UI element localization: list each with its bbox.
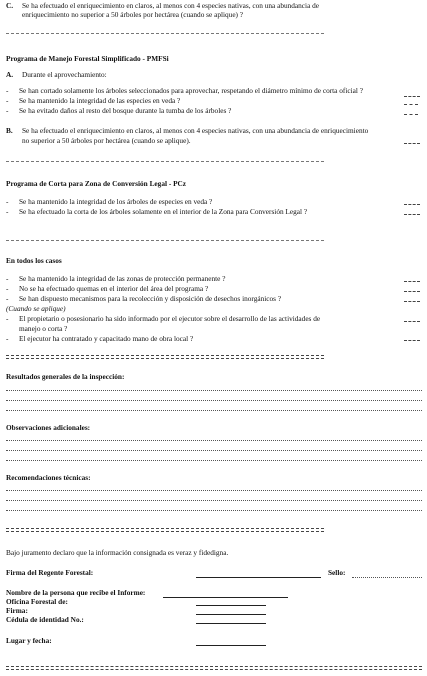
cedula-line[interactable] <box>196 623 266 624</box>
section-a-letter: A. <box>6 70 14 79</box>
sello-line[interactable] <box>352 577 422 578</box>
oficina-line[interactable] <box>196 605 266 606</box>
answer-line[interactable] <box>6 400 422 401</box>
lugar-line[interactable] <box>196 645 266 646</box>
answer-blank[interactable] <box>404 281 420 282</box>
todos-item-1: Se ha mantenido la integridad de las zonas de protección permanente ? <box>19 274 226 283</box>
nombre-label: Nombre de la persona que recibe el Informe: <box>6 588 146 597</box>
todos-title: En todos los casos <box>6 256 62 265</box>
answer-line[interactable] <box>6 500 422 501</box>
pcz-title: Programa de Corta para Zona de Conversión Legal - PCz <box>6 179 187 188</box>
bullet: - <box>6 197 9 206</box>
todos-item-3: Se han dispuesto mecanismos para la recolección y disposición de desechos inorgánicos ? <box>19 294 282 303</box>
bullet: - <box>6 284 9 293</box>
answer-blank[interactable] <box>404 204 420 205</box>
firma-line[interactable] <box>196 614 266 615</box>
oficina-label: Oficina Forestal de: <box>6 597 68 606</box>
lugar-label: Lugar y fecha: <box>6 636 52 645</box>
answer-line[interactable] <box>6 460 422 461</box>
double-divider <box>6 355 324 359</box>
section-b-line-1: Se ha efectuado el enriquecimiento en claros, al menos con 4 especies nativas, con una abundancia de enriquecimiento <box>22 126 369 135</box>
todos-item-2: No se ha efectuado quemas en el interior del área del programa ? <box>19 284 209 293</box>
nombre-line[interactable] <box>163 597 288 598</box>
answer-line[interactable] <box>6 440 422 441</box>
resultados-heading: Resultados generales de la inspección: <box>6 372 125 381</box>
section-b-letter: B. <box>6 126 13 135</box>
answer-blank[interactable] <box>404 301 420 302</box>
answer-blank[interactable] <box>404 114 418 115</box>
pmfs-item-2: Se ha mantenido la integridad de las especies en veda ? <box>19 96 181 105</box>
divider <box>6 161 324 162</box>
double-divider <box>6 666 422 670</box>
answer-line[interactable] <box>6 410 422 411</box>
answer-blank[interactable] <box>404 96 420 97</box>
bullet: - <box>6 294 9 303</box>
observaciones-heading: Observaciones adicionales: <box>6 423 91 432</box>
pmfs-title: Programa de Manejo Forestal Simplificado - PMFSi <box>6 54 169 63</box>
bullet: - <box>6 334 9 343</box>
bullet: - <box>6 314 9 323</box>
divider <box>6 240 324 241</box>
cedula-label: Cédula de identidad No.: <box>6 615 84 624</box>
answer-blank[interactable] <box>404 143 420 144</box>
divider <box>6 33 324 34</box>
answer-line[interactable] <box>6 450 422 451</box>
bullet: - <box>6 86 9 95</box>
section-c-line-2: enriquecimiento no superior a 50 árboles por hectárea (cuando se aplique) ? <box>22 10 244 19</box>
section-c-letter: C. <box>6 1 14 10</box>
firma-label: Firma: <box>6 606 28 615</box>
todos-item-4-line-1: El propietario o posesionario ha sido informado por el ejecutor sobre el desarrollo de las actividades de <box>19 314 321 323</box>
answer-blank[interactable] <box>404 291 420 292</box>
todos-note: (Cuando se aplique) <box>6 304 66 313</box>
bullet: - <box>6 207 9 216</box>
section-b-line-2: no superior a 50 árboles por hectárea (cuando se aplique). <box>22 136 191 145</box>
pcz-item-1: Se ha mantenido la integridad de los árboles de especies en veda ? <box>19 197 213 206</box>
firma-regente-line[interactable] <box>196 577 321 578</box>
section-c-line-1: Se ha efectuado el enriquecimiento en claros, al menos con 4 especies nativas, con una abundancia de <box>22 1 320 10</box>
pcz-item-2: Se ha efectuado la corta de los árboles solamente en el interior de la Zona para Conversión Legal ? <box>19 207 308 216</box>
answer-line[interactable] <box>6 490 422 491</box>
pmfs-item-1: Se han cortado solamente los árboles seleccionados para aprovechar, respetando el diámetro mínimo de corta oficial ? <box>19 86 363 95</box>
bullet: - <box>6 96 9 105</box>
section-a-title: Durante el aprovechamiento: <box>22 70 107 79</box>
pmfs-item-3: Se ha evitado daños al resto del bosque durante la tumba de los árboles ? <box>19 106 232 115</box>
sello-label: Sello: <box>328 568 346 577</box>
answer-blank[interactable] <box>404 340 420 341</box>
todos-item-5: El ejecutor ha contratado y capacitado mano de obra local ? <box>19 334 194 343</box>
firma-regente-label: Firma del Regente Forestal: <box>6 568 94 577</box>
answer-blank[interactable] <box>404 214 420 215</box>
double-divider <box>6 528 324 532</box>
recomendaciones-heading: Recomendaciones técnicas: <box>6 473 91 482</box>
todos-item-4-line-2: manejo o corta ? <box>19 324 68 333</box>
answer-line[interactable] <box>6 390 422 391</box>
answer-line[interactable] <box>6 510 422 511</box>
declaration-text: Bajo juramento declaro que la información consignada es veraz y fidedigna. <box>6 548 229 557</box>
bullet: - <box>6 106 9 115</box>
answer-blank[interactable] <box>404 321 420 322</box>
bullet: - <box>6 274 9 283</box>
answer-blank[interactable] <box>404 104 418 105</box>
